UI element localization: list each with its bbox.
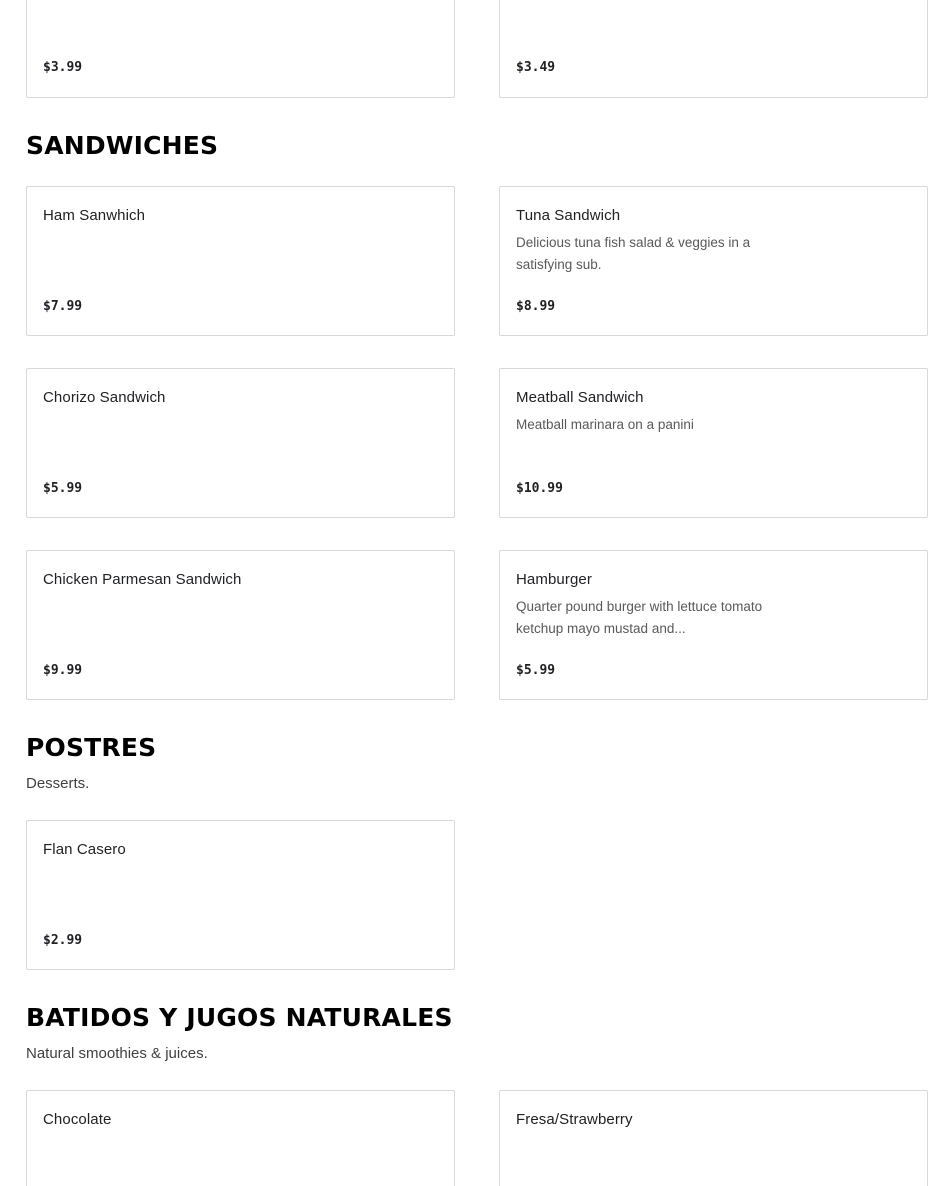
menu-item-card[interactable] bbox=[26, 186, 455, 336]
item-name: Tuna Sandwich bbox=[516, 207, 621, 224]
section-title-postres: POSTRES bbox=[26, 733, 157, 762]
menu-item-card[interactable] bbox=[499, 0, 928, 98]
item-price: $8.99 bbox=[516, 299, 556, 314]
item-price: $7.99 bbox=[43, 299, 83, 314]
item-name: Chorizo Sandwich bbox=[43, 389, 166, 406]
item-name: Chocolate bbox=[43, 1111, 112, 1128]
menu-item-card[interactable] bbox=[26, 820, 455, 970]
item-price: $2.99 bbox=[43, 933, 83, 948]
item-name: Hamburger bbox=[516, 571, 592, 588]
section-title-sandwiches: SANDWICHES bbox=[26, 131, 219, 160]
menu-item-card[interactable] bbox=[26, 550, 455, 700]
section-description: Desserts. bbox=[26, 775, 90, 792]
menu-item-card[interactable] bbox=[499, 186, 928, 336]
item-name: Flan Casero bbox=[43, 841, 126, 858]
item-price: $9.99 bbox=[43, 663, 83, 678]
item-name: Meatball Sandwich bbox=[516, 389, 644, 406]
menu-item-card[interactable] bbox=[26, 368, 455, 518]
item-description: Quarter pound burger with lettuce tomato ketchup mayo mustad and... bbox=[516, 599, 763, 636]
item-name: Ham Sanwhich bbox=[43, 207, 146, 224]
item-name: Fresa/Strawberry bbox=[516, 1111, 633, 1128]
menu-item-card[interactable] bbox=[26, 0, 455, 98]
menu-item-card[interactable] bbox=[499, 368, 928, 518]
item-price: $5.99 bbox=[516, 663, 556, 678]
item-description: Delicious tuna fish salad & veggies in a satisfying sub. bbox=[516, 235, 751, 272]
item-price: $3.49 bbox=[516, 60, 556, 75]
item-description: Meatball marinara on a panini bbox=[516, 417, 694, 432]
menu-item-card[interactable] bbox=[499, 1090, 928, 1186]
menu-item-card[interactable] bbox=[499, 550, 928, 700]
item-price: $3.99 bbox=[43, 60, 83, 75]
menu-item-card[interactable] bbox=[26, 1090, 455, 1186]
item-price: $10.99 bbox=[516, 481, 563, 496]
section-description: Natural smoothies & juices. bbox=[26, 1045, 208, 1062]
section-title-batidos: BATIDOS Y JUGOS NATURALES bbox=[26, 1003, 453, 1032]
item-name: Chicken Parmesan Sandwich bbox=[43, 571, 242, 588]
item-price: $5.99 bbox=[43, 481, 83, 496]
